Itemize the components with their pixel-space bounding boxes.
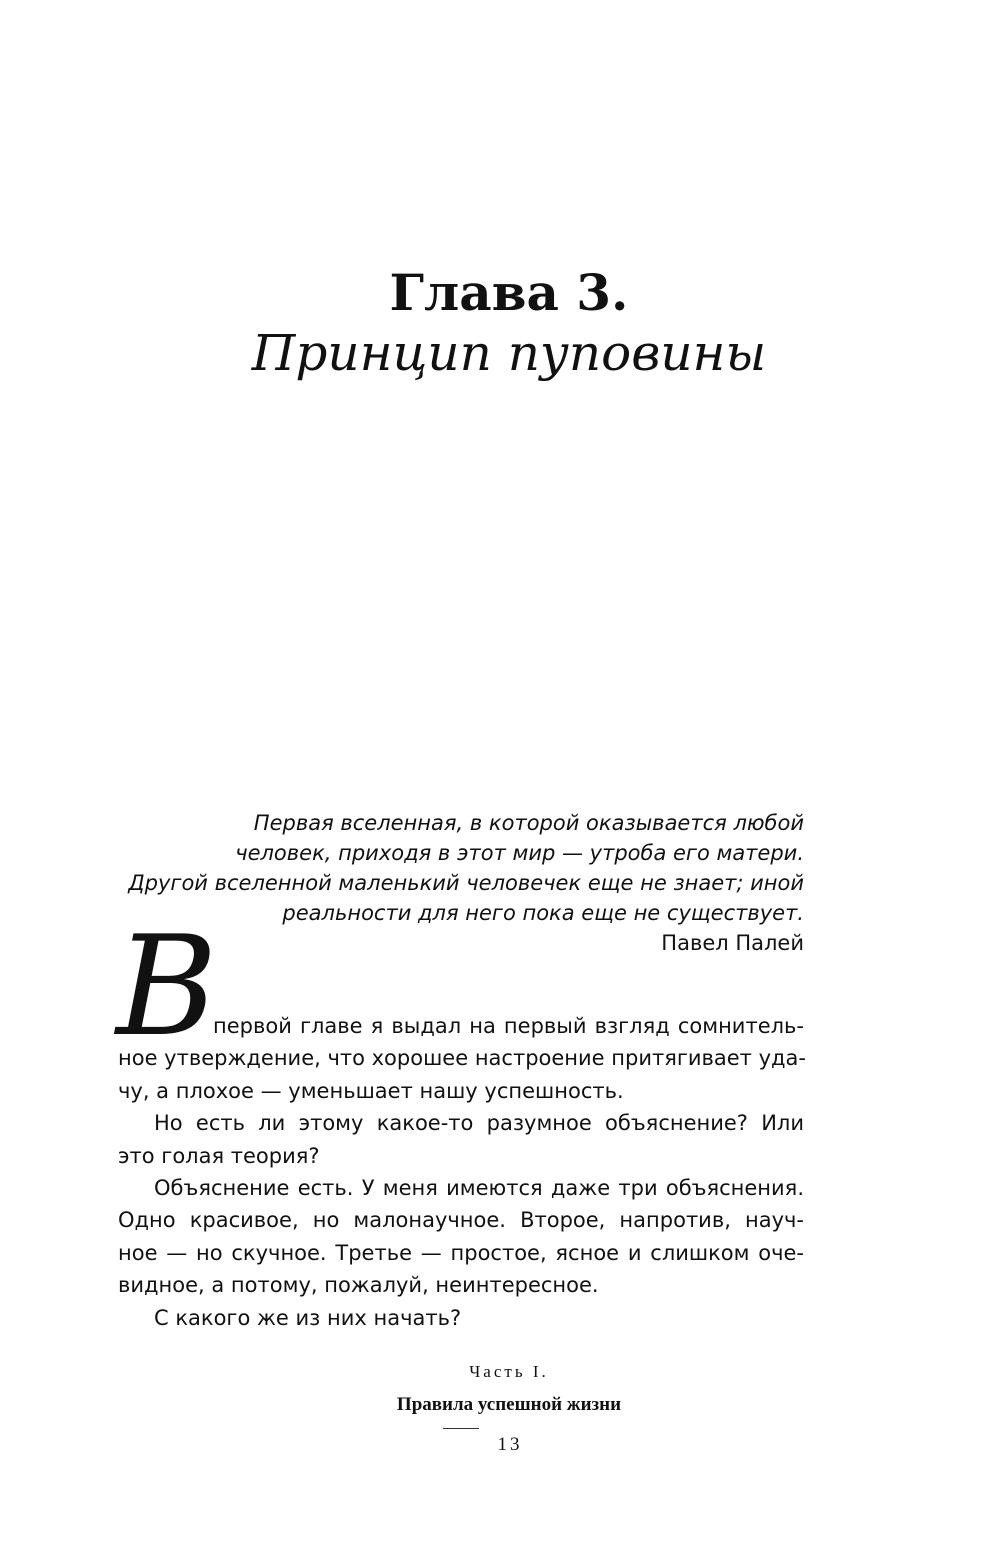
footer-divider [443, 1428, 479, 1429]
running-footer-part: Часть I. [469, 1362, 549, 1381]
body-line: это голая теория? [118, 1143, 320, 1168]
epigraph-author: Павел Палей [661, 931, 804, 955]
epigraph-quote [118, 808, 804, 928]
body-line: Одно красивое, но малонаучное. Второе, напротив, науч- [118, 1208, 804, 1233]
body-line: видное, а потому, пожалуй, неинтересное. [118, 1273, 599, 1298]
page-number: 13 [497, 1434, 523, 1455]
chapter-subtitle: Принцип пуповины [251, 324, 767, 382]
body-line: первой главе я выдал на первый взгляд сомнитель- [213, 1014, 804, 1038]
body-line: Но есть ли этому какое-то разумное объяснение? Или [154, 1111, 804, 1136]
body-line: С какого же из них начать? [154, 1305, 462, 1330]
chapter-title: Глава 3. [389, 263, 629, 322]
epigraph-line: человек, приходя в этот мир — утроба его матери. [235, 841, 804, 865]
body-line: чу, а плохое — уменьшает нашу успешность. [118, 1078, 624, 1103]
body-line: ное — но скучное. Третье — простое, ясное и слишком оче- [118, 1240, 804, 1265]
epigraph-line: Первая вселенная, в которой оказывается любой [253, 811, 804, 835]
body-line: Объяснение есть. У меня имеются даже три объяснения. [154, 1176, 804, 1201]
epigraph [118, 808, 804, 958]
chapter-body-text [118, 1010, 804, 1334]
epigraph-line: Другой вселенной маленький человечек еще не знает; иной [128, 871, 804, 895]
running-footer-title: Правила успешной жизни [396, 1394, 622, 1415]
body-line: ное утверждение, что хорошее настроение притягивает уда- [118, 1046, 806, 1071]
drop-cap-letter: В [116, 906, 218, 1067]
epigraph-line: реальности для него пока еще не существует. [282, 901, 804, 925]
